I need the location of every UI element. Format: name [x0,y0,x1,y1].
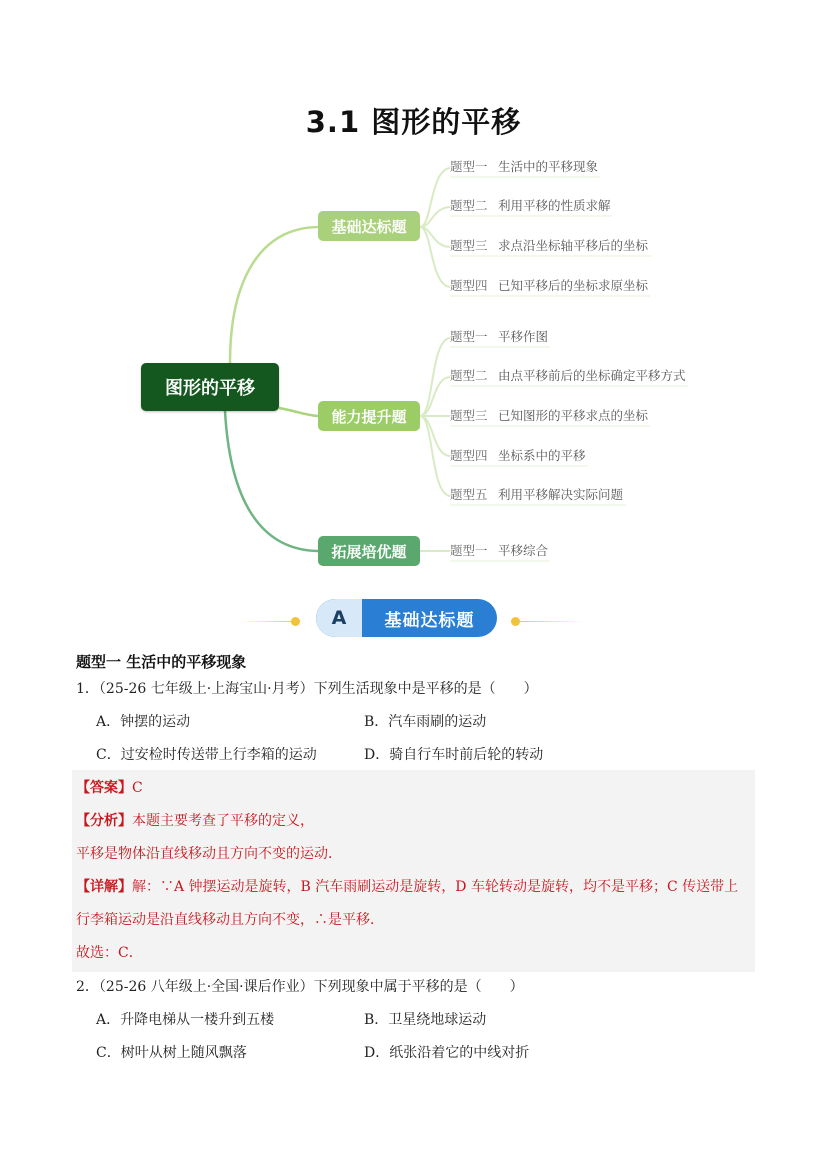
answer-line [76,777,143,799]
leaf-text: 生活中的平移现象 [498,159,599,174]
detail-line-2: 行李箱运动是沿直线移动且方向不变，∴是平移． [76,912,384,928]
mindmap-branch-extension: 拓展培优题 [318,536,420,566]
mindmap-leaf [450,237,648,255]
analysis-text: 本题主要考查了平移的定义， [132,813,314,829]
leaf-tag: 题型四 [450,448,488,463]
mindmap-leaf [450,447,586,465]
mindmap-leaf [450,407,648,425]
leaf-text: 已知图形的平移求点的坐标 [498,408,649,423]
detail-tag: 【详解】 [76,879,132,895]
question-2-option-b: B．卫星绕地球运动 [364,1012,487,1028]
question-2-stem: 2．（25-26 八年级上·全国·课后作业）下列现象中属于平移的是（ ） [76,979,524,995]
leaf-tag: 题型一 [450,543,488,558]
leaf-tag: 题型三 [450,238,488,253]
leaf-tag: 题型二 [450,368,488,383]
question-1-option-c: C．过安检时传送带上行李箱的运动 [96,747,317,763]
question-2-option-a: A．升降电梯从一楼升到五楼 [96,1012,275,1028]
mindmap-branch-advanced: 能力提升题 [318,401,420,431]
leaf-text: 平移作图 [498,329,549,344]
mindmap-leaf [450,367,686,385]
page-title: 3.1 图形的平移 [305,105,522,139]
answer-box [72,770,755,972]
question-1-stem: 1．（25-26 七年级上·上海宝山·月考）下列生活现象中是平移的是（ ） [76,681,538,697]
section-banner [316,599,497,637]
question-1-option-d: D．骑自行车时前后轮的转动 [364,747,544,763]
leaf-text: 求点沿坐标轴平移后的坐标 [498,238,649,253]
analysis-line-2: 平移是物体沿直线移动且方向不变的运动． [76,846,342,862]
leaf-text: 已知平移后的坐标求原坐标 [498,278,649,293]
leaf-text: 由点平移前后的坐标确定平移方式 [498,368,686,383]
question-1-option-b: B．汽车雨刷的运动 [364,714,487,730]
detail-text: 解：∵A 钟摆运动是旋转，B 汽车雨刷运动是旋转，D 车轮转动是旋转，均不是平移；C 传送带上 [132,879,739,895]
banner-line-right [515,621,585,622]
leaf-tag: 题型三 [450,408,488,423]
mindmap-leaf [450,197,611,215]
leaf-text: 利用平移的性质求解 [498,198,611,213]
leaf-text: 坐标系中的平移 [498,448,586,463]
question-2-option-d: D．纸张沿着它的中线对折 [364,1045,530,1061]
answer-tag: 【答案】 [76,780,132,796]
leaf-text: 平移综合 [498,543,549,558]
banner-dot-left [291,617,300,626]
banner-dot-right [511,617,520,626]
conclusion-line: 故选：C． [76,945,143,961]
banner-title: 基础达标题 [384,610,475,631]
leaf-tag: 题型四 [450,278,488,293]
mindmap-branch-basic: 基础达标题 [318,211,420,241]
mindmap-leaf [450,158,598,176]
detail-line [76,876,738,898]
mindmap-leaf [450,277,648,295]
mindmap-leaf [450,542,548,560]
banner-letter: A [316,599,362,637]
leaf-tag: 题型一 [450,329,488,344]
leaf-tag: 题型五 [450,487,488,502]
answer-value: C [132,780,143,796]
analysis-tag: 【分析】 [76,813,132,829]
mindmap-leaf [450,486,623,504]
leaf-text: 利用平移解决实际问题 [498,487,624,502]
mindmap-leaf [450,328,548,346]
question-2-option-c: C．树叶从树上随风飘落 [96,1045,247,1061]
leaf-tag: 题型一 [450,159,488,174]
question-1-option-a: A．钟摆的运动 [96,714,191,730]
analysis-line [76,810,314,832]
section-heading: 题型一 生活中的平移现象 [76,653,247,671]
leaf-tag: 题型二 [450,198,488,213]
mindmap-root: 图形的平移 [141,363,279,411]
